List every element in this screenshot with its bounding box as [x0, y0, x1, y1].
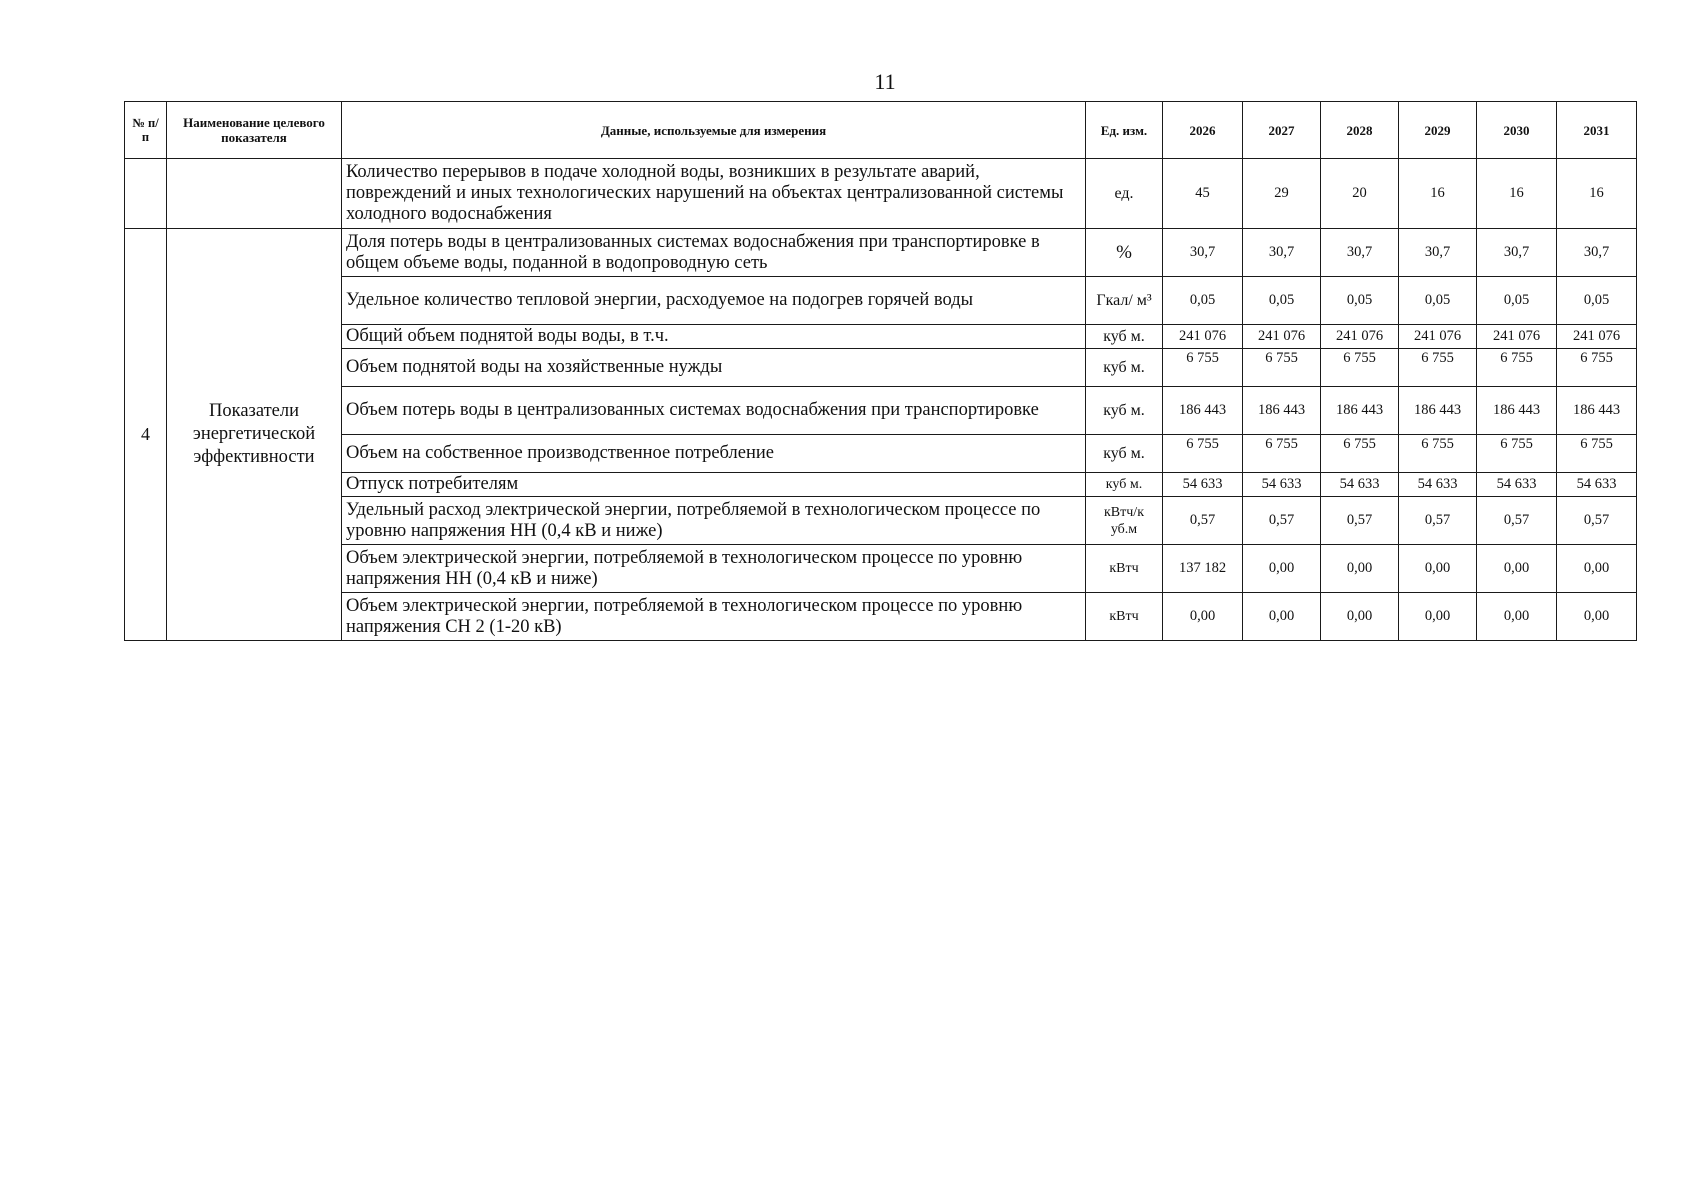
- table-row: [125, 545, 1637, 593]
- row-value: 54 633: [1163, 473, 1243, 497]
- row-value: 6 755: [1557, 435, 1637, 473]
- row-value: 6 755: [1557, 349, 1637, 387]
- row-value: 30,7: [1321, 229, 1399, 277]
- row-value: 0,57: [1321, 497, 1399, 545]
- row-value: 241 076: [1243, 325, 1321, 349]
- row-value: 0,00: [1557, 593, 1637, 641]
- row-value: 30,7: [1477, 229, 1557, 277]
- row-unit: кВтч: [1086, 545, 1163, 593]
- row-value: 6 755: [1477, 349, 1557, 387]
- row-value: 0,00: [1321, 545, 1399, 593]
- group-name: Показатели энергетической эффективности: [167, 229, 342, 641]
- header-data-used: Данные, используемые для измерения: [342, 102, 1086, 159]
- row-data-text: Удельное количество тепловой энергии, расходуемое на подогрев горячей воды: [342, 277, 1086, 325]
- row-data-text: Количество перерывов в подаче холодной воды, возникших в результате аварий, повреждений и иных технологических нарушений на объектах централизованной системы холодного водоснабжения: [342, 159, 1086, 229]
- row-value: 0,05: [1557, 277, 1637, 325]
- row-value: 20: [1321, 159, 1399, 229]
- row-value: 30,7: [1243, 229, 1321, 277]
- row-value: 186 443: [1163, 387, 1243, 435]
- row-data-text: Доля потерь воды в централизованных системах водоснабжения при транспортировке в общем объеме воды, поданной в водопроводную сеть: [342, 229, 1086, 277]
- header-year-2031: 2031: [1557, 102, 1637, 159]
- row-value: 186 443: [1399, 387, 1477, 435]
- row-unit: куб м.: [1086, 387, 1163, 435]
- row-value: 6 755: [1399, 349, 1477, 387]
- row-value: 0,05: [1243, 277, 1321, 325]
- row-value: 0,00: [1163, 593, 1243, 641]
- row-value: 0,05: [1399, 277, 1477, 325]
- table-header-row: [125, 102, 1637, 159]
- row-value: 54 633: [1321, 473, 1399, 497]
- row-value: 6 755: [1477, 435, 1557, 473]
- row-value: 54 633: [1477, 473, 1557, 497]
- header-year-2030: 2030: [1477, 102, 1557, 159]
- table-row: [125, 497, 1637, 545]
- header-indicator-name: Наименование целевого показателя: [167, 102, 342, 159]
- row-unit: кВтч: [1086, 593, 1163, 641]
- row-unit: куб м.: [1086, 473, 1163, 497]
- row-value: 0,00: [1243, 593, 1321, 641]
- row-value: 0,57: [1243, 497, 1321, 545]
- row-value: 54 633: [1243, 473, 1321, 497]
- row-indicator-empty: [167, 159, 342, 229]
- row-value: 6 755: [1399, 435, 1477, 473]
- row-value: 186 443: [1243, 387, 1321, 435]
- header-unit: Ед. изм.: [1086, 102, 1163, 159]
- table-row: [125, 593, 1637, 641]
- row-value: 6 755: [1163, 349, 1243, 387]
- row-value: 137 182: [1163, 545, 1243, 593]
- row-value: 30,7: [1399, 229, 1477, 277]
- row-value: 16: [1477, 159, 1557, 229]
- header-number: № п/ п: [125, 102, 167, 159]
- row-value: 45: [1163, 159, 1243, 229]
- row-value: 0,00: [1243, 545, 1321, 593]
- row-value: 186 443: [1321, 387, 1399, 435]
- row-value: 30,7: [1557, 229, 1637, 277]
- row-value: 54 633: [1557, 473, 1637, 497]
- row-unit: куб м.: [1086, 349, 1163, 387]
- page-number: 11: [874, 69, 896, 94]
- table-row: [125, 435, 1637, 473]
- row-data-text: Объем поднятой воды на хозяйственные нужды: [342, 349, 1086, 387]
- row-value: 16: [1399, 159, 1477, 229]
- row-value: 0,05: [1321, 277, 1399, 325]
- row-value: 0,00: [1477, 545, 1557, 593]
- table-row: [125, 325, 1637, 349]
- row-value: 6 755: [1243, 435, 1321, 473]
- header-year-2029: 2029: [1399, 102, 1477, 159]
- row-number-empty: [125, 159, 167, 229]
- row-data-text: Объем электрической энергии, потребляемой в технологическом процессе по уровню напряжения СН 2 (1-20 кВ): [342, 593, 1086, 641]
- row-data-text: Удельный расход электрической энергии, потребляемой в технологическом процессе по уровню напряжения НН (0,4 кВ и ниже): [342, 497, 1086, 545]
- table-row: [125, 159, 1637, 229]
- row-data-text: Объем на собственное производственное потребление: [342, 435, 1086, 473]
- row-value: 0,57: [1477, 497, 1557, 545]
- row-value: 0,00: [1557, 545, 1637, 593]
- row-unit: Гкал/ м³: [1086, 277, 1163, 325]
- row-unit: кВтч/к уб.м: [1086, 497, 1163, 545]
- row-value: 186 443: [1557, 387, 1637, 435]
- row-value: 0,57: [1557, 497, 1637, 545]
- row-value: 0,05: [1477, 277, 1557, 325]
- row-value: 0,00: [1321, 593, 1399, 641]
- row-value: 16: [1557, 159, 1637, 229]
- row-value: 241 076: [1399, 325, 1477, 349]
- row-data-text: Отпуск потребителям: [342, 473, 1086, 497]
- row-value: 241 076: [1163, 325, 1243, 349]
- row-value: 30,7: [1163, 229, 1243, 277]
- table-row: [125, 473, 1637, 497]
- row-unit: куб м.: [1086, 325, 1163, 349]
- row-value: 6 755: [1321, 435, 1399, 473]
- row-value: 0,57: [1163, 497, 1243, 545]
- row-value: 29: [1243, 159, 1321, 229]
- table-row: [125, 349, 1637, 387]
- row-value: 6 755: [1321, 349, 1399, 387]
- row-data-text: Объем электрической энергии, потребляемой в технологическом процессе по уровню напряжения НН (0,4 кВ и ниже): [342, 545, 1086, 593]
- header-year-2026: 2026: [1163, 102, 1243, 159]
- row-value: 0,00: [1477, 593, 1557, 641]
- row-unit: %: [1086, 229, 1163, 277]
- row-value: 0,00: [1399, 593, 1477, 641]
- row-value: 0,05: [1163, 277, 1243, 325]
- row-unit: куб м.: [1086, 435, 1163, 473]
- row-data-text: Объем потерь воды в централизованных системах водоснабжения при транспортировке: [342, 387, 1086, 435]
- header-year-2028: 2028: [1321, 102, 1399, 159]
- header-year-2027: 2027: [1243, 102, 1321, 159]
- row-value: 241 076: [1557, 325, 1637, 349]
- row-value: 241 076: [1477, 325, 1557, 349]
- indicators-table: [124, 101, 1637, 641]
- row-value: 6 755: [1243, 349, 1321, 387]
- table-row: [125, 229, 1637, 277]
- row-value: 0,57: [1399, 497, 1477, 545]
- row-value: 6 755: [1163, 435, 1243, 473]
- row-value: 241 076: [1321, 325, 1399, 349]
- table-row: [125, 277, 1637, 325]
- row-value: 54 633: [1399, 473, 1477, 497]
- row-data-text: Общий объем поднятой воды воды, в т.ч.: [342, 325, 1086, 349]
- table-row: [125, 387, 1637, 435]
- group-index: 4: [125, 229, 167, 641]
- row-unit: ед.: [1086, 159, 1163, 229]
- row-value: 186 443: [1477, 387, 1557, 435]
- row-value: 0,00: [1399, 545, 1477, 593]
